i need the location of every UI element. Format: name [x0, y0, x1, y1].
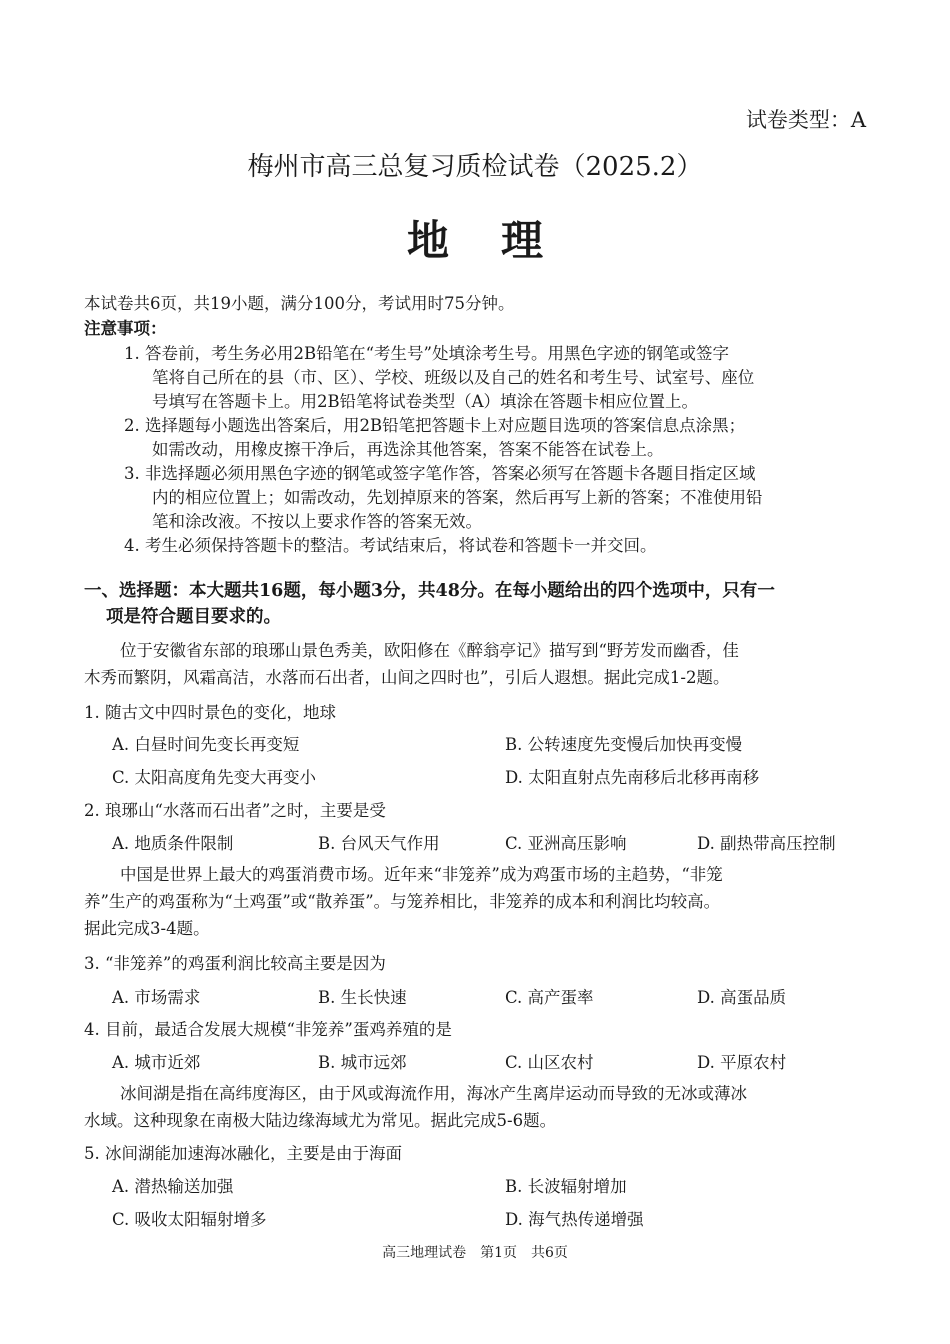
note-4-line-1: 4. 考生必须保持答题卡的整洁。考试结束后，将试卷和答题卡一并交回。 [124, 536, 657, 555]
note-2-line-2: 如需改动，用橡皮擦干净后，再选涂其他答案，答案不能答在试卷上。 [152, 440, 664, 459]
question-1-option-d[interactable]: D. 太阳直射点先南移后北移再南移 [505, 768, 760, 787]
passage-1-line-1: 位于安徽省东部的琅琊山景色秀美，欧阳修在《醉翁亭记》描写到“野芳发而幽香，佳 [120, 641, 739, 660]
passage-1-line-2: 木秀而繁阴，风霜高洁，水落而石出者，山间之四时也”，引后人遐想。据此完成1-2题。 [84, 668, 730, 687]
note-1-line-1: 1. 答卷前，考生务必用2B铅笔在“考生号”处填涂考生号。用黑色字迹的钢笔或签字 [124, 344, 729, 363]
question-5-option-c[interactable]: C. 吸收太阳辐射增多 [112, 1210, 267, 1229]
note-1-line-3: 号填写在答题卡上。用2B铅笔将试卷类型（A）填涂在答题卡相应位置上。 [152, 392, 699, 411]
passage-2-line-2: 养”生产的鸡蛋称为“土鸡蛋”或“散养蛋”。与笼养相比，非笼养的成本和利润比均较高。 [84, 892, 721, 911]
passage-3-line-2: 水域。这种现象在南极大陆边缘海域尤为常见。据此完成5-6题。 [84, 1111, 557, 1130]
question-2-stem: 2. 琅琊山“水落而石出者”之时，主要是受 [84, 801, 386, 820]
question-5-option-a[interactable]: A. 潜热输送加强 [112, 1177, 234, 1196]
question-5-option-d[interactable]: D. 海气热传递增强 [505, 1210, 644, 1229]
subject-title: 地理 [406, 216, 595, 265]
passage-2-line-3: 据此完成3-4题。 [84, 919, 210, 938]
question-5-stem: 5. 冰间湖能加速海冰融化，主要是由于海面 [84, 1144, 402, 1163]
question-2-option-a[interactable]: A. 地质条件限制 [112, 834, 234, 853]
question-3-option-c[interactable]: C. 高产蛋率 [505, 988, 594, 1007]
question-4-stem: 4. 目前，最适合发展大规模“非笼养”蛋鸡养殖的是 [84, 1020, 452, 1039]
question-1-option-b[interactable]: B. 公转速度先变慢后加快再变慢 [505, 735, 743, 754]
question-4-option-a[interactable]: A. 城市近郊 [112, 1053, 201, 1072]
question-2-option-c[interactable]: C. 亚洲高压影响 [505, 834, 627, 853]
section-1-heading: 一、选择题：本大题共16题，每小题3分，共48分。在每小题给出的四个选项中，只有一 [84, 581, 775, 601]
question-5-option-b[interactable]: B. 长波辐射增加 [505, 1177, 627, 1196]
paper-type-label: 试卷类型：A [745, 108, 866, 132]
question-2-option-b[interactable]: B. 台风天气作用 [318, 834, 440, 853]
question-1-option-a[interactable]: A. 白昼时间先变长再变短 [112, 735, 300, 754]
question-4-option-d[interactable]: D. 平原农村 [697, 1053, 787, 1072]
note-3-line-3: 笔和涂改液。不按以上要求作答的答案无效。 [152, 512, 482, 531]
note-3-line-1: 3. 非选择题必须用黑色字迹的钢笔或签字笔作答，答案必须写在答题卡各题目指定区域 [124, 464, 756, 483]
note-2-line-1: 2. 选择题每小题选出答案后，用2B铅笔把答题卡上对应题目选项的答案信息点涂黑； [124, 416, 746, 435]
question-4-option-c[interactable]: C. 山区农村 [505, 1053, 594, 1072]
note-3-line-2: 内的相应位置上；如需改动，先划掉原来的答案，然后再写上新的答案；不准使用铅 [152, 488, 763, 507]
passage-2-line-1: 中国是世界上最大的鸡蛋消费市场。近年来“非笼养”成为鸡蛋市场的主趋势，“非笼 [120, 865, 723, 884]
notes-heading: 注意事项： [84, 319, 167, 338]
page-footer: 高三地理试卷 第1页 共6页 [382, 1245, 568, 1261]
question-1-option-c[interactable]: C. 太阳高度角先变大再变小 [112, 768, 317, 787]
exam-title: 梅州市高三总复习质检试卷（2025.2） [247, 152, 703, 182]
question-3-stem: 3. “非笼养”的鸡蛋利润比较高主要是因为 [84, 954, 386, 973]
question-4-option-b[interactable]: B. 城市远郊 [318, 1053, 407, 1072]
question-3-option-a[interactable]: A. 市场需求 [112, 988, 201, 1007]
exam-intro: 本试卷共6页，共19小题，满分100分，考试用时75分钟。 [84, 294, 515, 313]
question-3-option-b[interactable]: B. 生长快速 [318, 988, 407, 1007]
question-2-option-d[interactable]: D. 副热带高压控制 [697, 834, 836, 853]
question-3-option-d[interactable]: D. 高蛋品质 [697, 988, 787, 1007]
note-1-line-2: 笔将自己所在的县（市、区）、学校、班级以及自己的姓名和考生号、试室号、座位 [152, 368, 755, 387]
question-1-stem: 1. 随古文中四时景色的变化，地球 [84, 703, 336, 722]
passage-3-line-1: 冰间湖是指在高纬度海区，由于风或海流作用，海冰产生离岸运动而导致的无冰或薄冰 [120, 1084, 747, 1103]
section-1-heading-cont: 项是符合题目要求的。 [106, 607, 281, 627]
